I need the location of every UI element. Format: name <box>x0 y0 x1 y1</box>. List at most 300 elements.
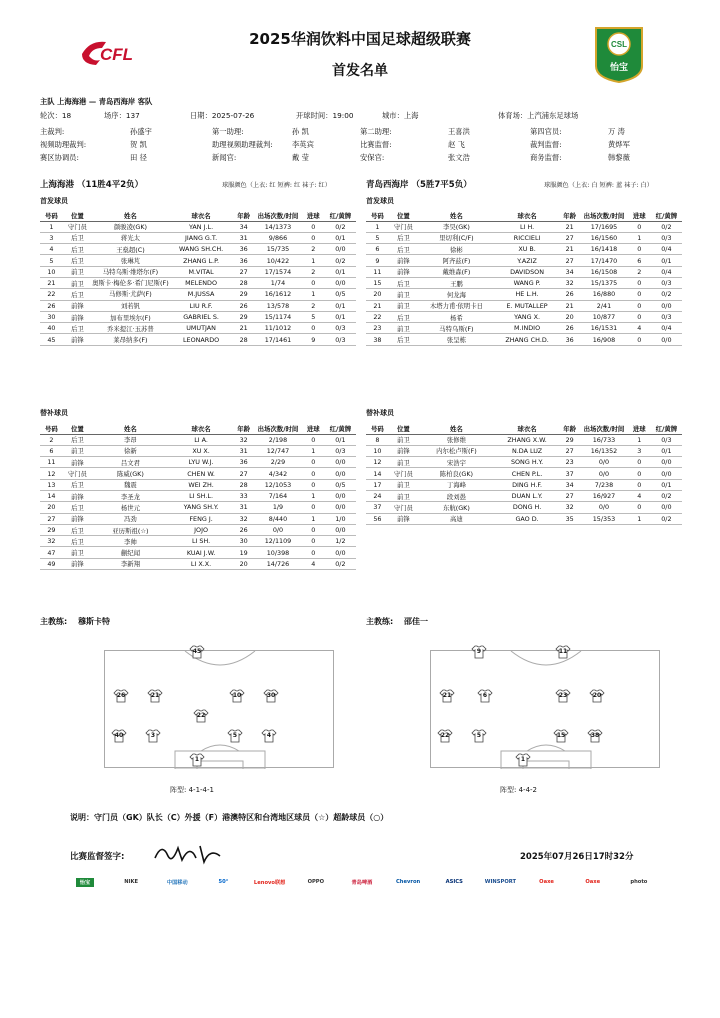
official-value: 万 涛 <box>608 127 625 136</box>
table-cell: 0/0 <box>325 277 356 288</box>
table-cell: 34 <box>559 479 580 490</box>
player-number: 45 <box>192 648 202 655</box>
table-cell: 10/877 <box>580 311 628 322</box>
table-cell: 32 <box>40 536 63 547</box>
table-cell: 0 <box>628 221 651 232</box>
table-cell: 前锋 <box>63 457 92 468</box>
table-cell: 0 <box>302 232 325 243</box>
table-cell: 0/2 <box>651 513 682 524</box>
table-cell: 前卫 <box>389 479 418 490</box>
player-number: 15 <box>556 732 566 739</box>
city: 城市：上海 <box>382 111 419 120</box>
table-cell: 前锋 <box>63 513 92 524</box>
table-cell: 0/0 <box>580 457 628 468</box>
table-cell: XU B. <box>495 244 559 255</box>
player-number: 23 <box>558 692 568 699</box>
home-formation-pitch <box>104 650 334 768</box>
column-header: 位置 <box>389 423 418 434</box>
table-cell: 0 <box>302 502 325 513</box>
table-cell: ZHANG CH.D. <box>495 334 559 345</box>
home-kit-colors: 球服颜色（上衣: 红 短裤: 红 袜子: 红） <box>222 182 331 189</box>
player-jersey-icon <box>145 729 161 743</box>
away-subs-title: 替补球员 <box>366 409 394 417</box>
table-cell: 前卫 <box>389 434 418 445</box>
table-cell: 16/927 <box>580 490 628 501</box>
table-cell: 0 <box>628 311 651 322</box>
away-starters-table <box>366 210 682 346</box>
table-cell: 0/0 <box>651 502 682 513</box>
official-label: 第四官员: <box>530 127 562 136</box>
table-cell: LI X.X. <box>169 558 233 569</box>
away-starters-title: 首发球员 <box>366 197 394 205</box>
player-number: 30 <box>266 692 276 699</box>
table-cell: 后卫 <box>63 502 92 513</box>
table-cell: MELENDO <box>169 277 233 288</box>
table-cell: 东航(GK) <box>418 502 495 513</box>
column-header: 号码 <box>40 423 63 434</box>
table-cell: 16/1352 <box>580 445 628 456</box>
table-cell: 1/0 <box>325 513 356 524</box>
table-cell: 前卫 <box>389 323 418 334</box>
player-number: 26 <box>116 692 126 699</box>
table-cell: 0/4 <box>651 244 682 255</box>
table-cell: CHEN P.L. <box>495 468 559 479</box>
official-value: 贺 凯 <box>130 140 147 149</box>
table-cell: 17/1470 <box>580 255 628 266</box>
table-cell: 0 <box>628 300 651 311</box>
table-cell: 33 <box>233 490 254 501</box>
column-header: 出场次数/时间 <box>580 423 628 434</box>
table-row <box>366 334 682 345</box>
table-cell: 0/1 <box>325 434 356 445</box>
table-cell: 37 <box>366 502 389 513</box>
match-no: 场序：137 <box>104 111 140 120</box>
table-cell: 20 <box>40 502 63 513</box>
column-header: 姓名 <box>92 210 169 221</box>
table-cell: 0/1 <box>325 311 356 322</box>
table-cell: 34 <box>233 221 254 232</box>
official-value: 田 径 <box>130 153 147 162</box>
table-cell: 0/0 <box>580 468 628 479</box>
table-cell: 21 <box>559 300 580 311</box>
table-cell: 0/0 <box>325 547 356 558</box>
column-header: 进球 <box>302 423 325 434</box>
table-cell: 后卫 <box>389 244 418 255</box>
table-cell: 李新翔 <box>92 558 169 569</box>
table-cell: 后卫 <box>389 232 418 243</box>
table-cell: 14/1373 <box>254 221 302 232</box>
table-cell: 17/1574 <box>254 266 302 277</box>
home-starters-title: 首发球员 <box>40 197 68 205</box>
table-cell: 0/1 <box>325 300 356 311</box>
table-cell: 4 <box>40 244 63 255</box>
table-row <box>40 232 356 243</box>
player-jersey-icon <box>439 689 455 703</box>
table-cell: 27 <box>559 445 580 456</box>
table-cell: GABRIEL S. <box>169 311 233 322</box>
table-cell: DAVIDSON <box>495 266 559 277</box>
table-cell: 何龙海 <box>418 289 495 300</box>
table-cell: 张修维 <box>418 434 495 445</box>
table-row <box>40 558 356 569</box>
table-cell: 40 <box>40 323 63 334</box>
table-cell: 45 <box>40 334 63 345</box>
table-cell: 12/1053 <box>254 479 302 490</box>
player-number: 5 <box>476 732 482 739</box>
table-cell: 32 <box>233 434 254 445</box>
player-jersey-icon <box>471 645 487 659</box>
player-jersey-icon <box>437 729 453 743</box>
table-cell: 14/726 <box>254 558 302 569</box>
table-cell: 0/0 <box>325 244 356 255</box>
table-cell: CHEN W. <box>169 468 233 479</box>
home-team-name: 上海海港 （11胜4平2负） <box>40 180 144 190</box>
table-cell: 26 <box>233 300 254 311</box>
table-cell: 11 <box>40 457 63 468</box>
official-label: 助理视频助理裁判: <box>212 140 273 149</box>
table-cell: 守门员 <box>389 468 418 479</box>
table-row <box>40 277 356 288</box>
table-cell: 1 <box>302 513 325 524</box>
table-cell: 王燊超(C) <box>92 244 169 255</box>
table-cell: 1 <box>628 232 651 243</box>
table-cell: 26 <box>40 300 63 311</box>
table-cell: WEI ZH. <box>169 479 233 490</box>
table-cell: 5 <box>302 311 325 322</box>
official-label: 裁判监督: <box>530 140 562 149</box>
table-cell: 23 <box>559 457 580 468</box>
table-header-row <box>40 423 356 434</box>
table-cell: 1 <box>628 513 651 524</box>
player-jersey-icon <box>261 729 277 743</box>
table-cell: 3 <box>40 232 63 243</box>
table-cell: 9 <box>302 334 325 345</box>
table-row <box>366 513 682 524</box>
table-cell: 2 <box>302 300 325 311</box>
player-number: 22 <box>196 712 206 719</box>
table-cell: 26 <box>233 524 254 535</box>
table-cell: 2 <box>302 244 325 255</box>
table-cell: 1 <box>302 490 325 501</box>
table-cell: 阿齐兹(F) <box>418 255 495 266</box>
table-cell: 前卫 <box>63 266 92 277</box>
table-row <box>40 536 356 547</box>
table-cell: 守门员 <box>389 221 418 232</box>
home-subs-title: 替补球员 <box>40 409 68 417</box>
table-cell: 1 <box>366 221 389 232</box>
table-cell: 后卫 <box>389 277 418 288</box>
table-cell: 15/1375 <box>580 277 628 288</box>
table-cell: 20 <box>366 289 389 300</box>
table-cell: 27 <box>559 490 580 501</box>
table-cell: 0/0 <box>651 457 682 468</box>
table-cell: 守门员 <box>63 221 92 232</box>
table-cell: 后卫 <box>63 289 92 300</box>
official-label: 第二助理: <box>360 127 392 136</box>
table-cell: 前卫 <box>389 300 418 311</box>
table-cell: 0/1 <box>651 255 682 266</box>
official-value: 黄烨军 <box>608 140 630 149</box>
table-cell: DONG H. <box>495 502 559 513</box>
table-row <box>366 311 682 322</box>
table-cell: 前卫 <box>389 289 418 300</box>
table-row <box>366 244 682 255</box>
table-cell: 10 <box>366 445 389 456</box>
column-header: 年龄 <box>559 210 580 221</box>
table-cell: 0 <box>628 244 651 255</box>
signature-datetime: 2025年07月26日17时32分 <box>520 852 634 862</box>
column-header: 出场次数/时间 <box>580 210 628 221</box>
csl-logo-sub: 怡宝 <box>609 63 629 73</box>
sponsor-logo: NIKE <box>124 879 139 885</box>
column-header: 红/黄牌 <box>651 423 682 434</box>
table-cell: 12/1109 <box>254 536 302 547</box>
table-cell: 0/1 <box>651 445 682 456</box>
table-row <box>40 334 356 345</box>
table-cell: 10/422 <box>254 255 302 266</box>
sponsor-logo: OPPO <box>307 879 324 885</box>
table-cell: 陈柏良(GK) <box>418 468 495 479</box>
table-cell: 15/1174 <box>254 311 302 322</box>
table-cell: 47 <box>40 547 63 558</box>
column-header: 位置 <box>389 210 418 221</box>
player-number: 5 <box>232 732 238 739</box>
table-cell: 16/880 <box>580 289 628 300</box>
column-header: 进球 <box>628 210 651 221</box>
table-cell: 0 <box>302 457 325 468</box>
sponsor-logo: 中国移动 <box>166 879 188 886</box>
page-subtitle: 首发名单 <box>332 63 388 79</box>
table-row <box>40 547 356 558</box>
table-cell: 李圣龙 <box>92 490 169 501</box>
sponsor-logo: WINSPORT <box>484 879 517 885</box>
home-starters-table <box>40 210 356 346</box>
table-cell: 0/2 <box>325 558 356 569</box>
table-cell: 王鹏 <box>418 277 495 288</box>
table-row <box>366 490 682 501</box>
table-cell: 0/2 <box>325 255 356 266</box>
table-cell: 亚历斯祖(☆) <box>92 524 169 535</box>
table-cell: 奥斯卡·梅伦多·希门尼斯(F) <box>92 279 169 288</box>
table-cell: FENG J. <box>169 513 233 524</box>
official-value: 戴 莹 <box>292 153 309 162</box>
table-cell: 24 <box>366 490 389 501</box>
official-value: 孙 凯 <box>292 127 309 136</box>
table-cell: 14 <box>366 468 389 479</box>
home-away-line: 主队 上海海港 — 青岛西海岸 客队 <box>40 97 153 106</box>
away-formation: 阵型: 4-4-2 <box>500 786 537 794</box>
table-cell: 前锋 <box>389 513 418 524</box>
table-cell: 8 <box>366 434 389 445</box>
official-label: 主裁判: <box>40 127 65 136</box>
table-row <box>40 300 356 311</box>
table-cell: 4/342 <box>254 468 302 479</box>
stadium: 体育场：上汽浦东足球场 <box>498 111 579 120</box>
official-value: 王喜洪 <box>448 127 470 136</box>
player-number: 40 <box>114 732 124 739</box>
table-cell: 后卫 <box>63 255 92 266</box>
table-cell: 17/1461 <box>254 334 302 345</box>
table-cell: 马特乌斯(F) <box>418 323 495 334</box>
table-cell: 12/747 <box>254 445 302 456</box>
table-cell: WANG SH.CH. <box>169 244 233 255</box>
player-jersey-icon <box>515 753 531 767</box>
player-jersey-icon <box>193 709 209 723</box>
player-jersey-icon <box>477 689 493 703</box>
table-cell: 宋浩宇 <box>418 457 495 468</box>
pitch-lines <box>105 651 335 769</box>
official-value: 赵 飞 <box>448 140 465 149</box>
table-cell: 0/0 <box>580 502 628 513</box>
table-row <box>40 289 356 300</box>
table-cell: 4 <box>302 558 325 569</box>
table-cell: 1/2 <box>325 536 356 547</box>
table-cell: 0/1 <box>651 479 682 490</box>
table-cell: 27 <box>559 232 580 243</box>
table-cell: JOJO <box>169 524 233 535</box>
table-cell: 前锋 <box>63 490 92 501</box>
table-cell: 前锋 <box>63 334 92 345</box>
table-cell: 莱昂纳多(F) <box>92 334 169 345</box>
table-cell: 刘若钒 <box>92 300 169 311</box>
column-header: 出场次数/时间 <box>254 210 302 221</box>
table-row <box>40 255 356 266</box>
table-cell: 0 <box>628 334 651 345</box>
table-cell: 0/0 <box>325 490 356 501</box>
table-row <box>366 445 682 456</box>
table-cell: 10 <box>40 266 63 277</box>
sponsor-strip <box>62 862 662 902</box>
table-cell: 21 <box>559 221 580 232</box>
table-cell: SONG H.Y. <box>495 457 559 468</box>
table-cell: 0/0 <box>651 300 682 311</box>
table-row <box>40 457 356 468</box>
table-cell: 20 <box>559 311 580 322</box>
table-cell: 34 <box>559 266 580 277</box>
player-number: 11 <box>558 648 568 655</box>
table-cell: 0/2 <box>325 221 356 232</box>
player-jersey-icon <box>147 689 163 703</box>
table-cell: LYU W.J. <box>169 457 233 468</box>
column-header: 号码 <box>366 423 389 434</box>
table-cell: 11/1012 <box>254 323 302 334</box>
official-value: 孙盛宇 <box>130 127 152 136</box>
table-cell: 前锋 <box>389 266 418 277</box>
table-cell: 2/41 <box>580 300 628 311</box>
official-label: 赛区协调员: <box>40 153 79 162</box>
table-cell: 17 <box>366 479 389 490</box>
table-cell: 26 <box>559 289 580 300</box>
table-cell: 后卫 <box>63 536 92 547</box>
table-cell: 0/2 <box>651 221 682 232</box>
table-cell: 16/1560 <box>580 232 628 243</box>
table-cell: 5 <box>366 232 389 243</box>
cfl-logo-text: CFL <box>100 45 134 64</box>
table-cell: 3 <box>628 445 651 456</box>
player-jersey-icon <box>227 729 243 743</box>
table-cell: 0 <box>302 547 325 558</box>
table-cell: 前锋 <box>389 255 418 266</box>
table-cell: 0 <box>302 221 325 232</box>
table-row <box>366 277 682 288</box>
table-cell: 魏震 <box>92 479 169 490</box>
table-cell: 2/198 <box>254 434 302 445</box>
table-row <box>40 468 356 479</box>
table-cell: 29 <box>233 289 254 300</box>
table-cell: 38 <box>366 334 389 345</box>
official-label: 安保官: <box>360 153 385 162</box>
table-cell: 0 <box>628 502 651 513</box>
table-cell: 前卫 <box>63 445 92 456</box>
table-cell: 14 <box>40 490 63 501</box>
table-row <box>40 445 356 456</box>
table-cell: 1 <box>628 434 651 445</box>
csl-logo <box>594 26 644 84</box>
table-cell: 木塔力甫·依明卡日 <box>418 300 495 311</box>
sponsor-logo: Chevron <box>395 879 421 885</box>
table-cell: 31 <box>233 232 254 243</box>
table-cell: 10/398 <box>254 547 302 558</box>
table-cell: 0 <box>302 277 325 288</box>
table-cell: 21 <box>40 277 63 288</box>
table-cell: UMUTJAN <box>169 323 233 334</box>
table-cell: 32 <box>559 502 580 513</box>
table-cell: 1 <box>302 255 325 266</box>
table-cell: 守门员 <box>389 502 418 513</box>
table-cell: 29 <box>40 524 63 535</box>
table-cell: RICCIELI <box>495 232 559 243</box>
table-row <box>40 434 356 445</box>
table-row <box>366 479 682 490</box>
table-cell: 0/2 <box>651 289 682 300</box>
table-cell: 0/3 <box>651 311 682 322</box>
table-cell: 13/578 <box>254 300 302 311</box>
home-subs-table <box>40 423 356 570</box>
column-header: 进球 <box>302 210 325 221</box>
table-cell: 21 <box>559 244 580 255</box>
legend-note: 说明：守门员（GK）队长（C）外援（F）港澳特区和台湾地区球员（☆）超龄球员（○） <box>70 813 389 822</box>
table-cell: 16/733 <box>580 434 628 445</box>
player-number: 22 <box>440 732 450 739</box>
table-cell: 36 <box>233 457 254 468</box>
table-cell: 张呈栋 <box>418 334 495 345</box>
table-cell: YANG X. <box>495 311 559 322</box>
table-cell: 徐彬 <box>418 244 495 255</box>
table-cell: M.VITAL <box>169 266 233 277</box>
table-cell: 李昂 <box>92 434 169 445</box>
page-title: 2025华润饮料中国足球超级联赛 <box>249 30 471 48</box>
table-cell: 1 <box>40 221 63 232</box>
table-cell: 30 <box>233 536 254 547</box>
home-coach-label: 主教练: <box>40 617 68 626</box>
table-cell: 7/238 <box>580 479 628 490</box>
table-cell: 0 <box>302 434 325 445</box>
official-label: 视频助理裁判: <box>40 140 87 149</box>
player-jersey-icon <box>189 753 205 767</box>
away-coach-name: 邵佳一 <box>404 617 428 626</box>
table-row <box>40 513 356 524</box>
table-cell: 9/866 <box>254 232 302 243</box>
table-cell: 颜骏凌(GK) <box>92 221 169 232</box>
table-row <box>366 289 682 300</box>
table-cell: 前锋 <box>389 445 418 456</box>
table-cell: 8/440 <box>254 513 302 524</box>
table-cell: 1/9 <box>254 502 302 513</box>
player-number: 10 <box>232 692 242 699</box>
official-value: 李英宾 <box>292 140 314 149</box>
table-cell: KUAI J.W. <box>169 547 233 558</box>
table-cell: 0/4 <box>651 266 682 277</box>
